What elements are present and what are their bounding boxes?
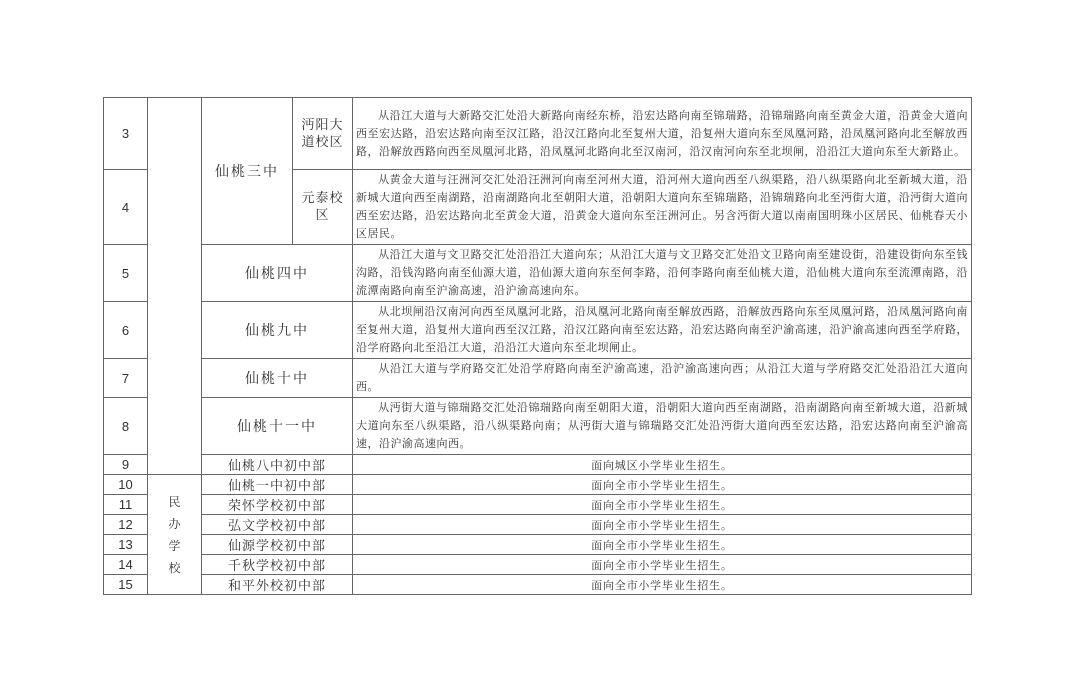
row-number: 9 — [104, 455, 148, 475]
row-number: 7 — [104, 359, 148, 398]
category-label: 民办学校 — [168, 494, 181, 575]
row-number: 14 — [104, 555, 148, 575]
district-description: 从沿江大道与大新路交汇处沿大新路向南经东桥，沿宏达路向南至锦瑞路，沿锦瑞路向南至黄金大道，沿黄金大道向西至宏达路，沿宏达路向南至汉江路，沿汉江路向北至复州大道，沿复州大道向东至凤凰河路，沿凤凰河路向北至解放西路，沿解放西路向西至凤凰河北路，沿凤凰河北路向北至汉南河，沿汉南河向东至北坝闸，沿沿江大道向东至大新路止。 — [353, 98, 972, 170]
school-name: 仙桃八中初中部 — [202, 455, 353, 475]
category-cell-public — [148, 98, 202, 475]
school-name: 荣怀学校初中部 — [202, 495, 353, 515]
row-number: 11 — [104, 495, 148, 515]
row-number: 5 — [104, 245, 148, 302]
school-name: 仙桃三中 — [202, 98, 293, 245]
campus-name: 沔阳大道校区 — [293, 98, 353, 170]
table-row — [104, 359, 972, 398]
table-row — [104, 535, 972, 555]
row-number: 4 — [104, 170, 148, 245]
table-row — [104, 555, 972, 575]
district-description: 面向城区小学毕业生招生。 — [353, 455, 972, 475]
school-name: 仙桃四中 — [202, 245, 353, 302]
row-number: 6 — [104, 302, 148, 359]
table-row — [104, 495, 972, 515]
district-description: 面向全市小学毕业生招生。 — [353, 555, 972, 575]
district-description: 从黄金大道与汪洲河交汇处沿汪洲河向南至河州大道，沿河州大道向西至八纵渠路，沿八纵渠路向北至新城大道，沿新城大道向西至南湖路，沿南湖路向北至朝阳大道，沿朝阳大道向东至锦瑞路，沿锦瑞路向北至沔街大道，沿沔街大道向西至宏达路，沿宏达路向北至黄金大道，沿黄金大道向东至汪洲河止。另含沔街大道以南南国明珠小区居民、仙桃春天小区居民。 — [353, 170, 972, 245]
campus-name: 元泰校区 — [293, 170, 353, 245]
district-description: 从北坝闸沿汉南河向西至凤凰河北路，沿凤凰河北路向南至解放西路，沿解放西路向东至凤凰河路，沿凤凰河路向南至复州大道，沿复州大道向西至汉江路，沿汉江路向南至宏达路，沿宏达路向南至沪渝高速，沿沪渝高速向西至学府路，沿学府路向北至沿江大道，沿沿江大道向东至北坝闸止。 — [353, 302, 972, 359]
district-description: 从沿江大道与文卫路交汇处沿沿江大道向东；从沿江大道与文卫路交汇处沿文卫路向南至建设街，沿建设街向东至钱沟路，沿钱沟路向南至仙源大道，沿仙源大道向东至何李路，沿何李路向南至仙桃大道，沿仙桃大道向东至流潭南路，沿流潭南路向南至沪渝高速，沿沪渝高速向东。 — [353, 245, 972, 302]
table-row — [104, 302, 972, 359]
district-description: 面向全市小学毕业生招生。 — [353, 515, 972, 535]
school-name: 仙源学校初中部 — [202, 535, 353, 555]
school-name: 仙桃一中初中部 — [202, 475, 353, 495]
table-row — [104, 515, 972, 535]
row-number: 13 — [104, 535, 148, 555]
school-district-table — [103, 97, 972, 595]
table-row — [104, 398, 972, 455]
district-description: 面向全市小学毕业生招生。 — [353, 535, 972, 555]
category-private — [148, 475, 202, 595]
district-description: 面向全市小学毕业生招生。 — [353, 575, 972, 595]
district-description: 面向全市小学毕业生招生。 — [353, 475, 972, 495]
school-name: 弘文学校初中部 — [202, 515, 353, 535]
table-row — [104, 455, 972, 475]
school-name: 和平外校初中部 — [202, 575, 353, 595]
district-description: 面向全市小学毕业生招生。 — [353, 495, 972, 515]
school-name: 仙桃九中 — [202, 302, 353, 359]
row-number: 10 — [104, 475, 148, 495]
district-description: 从沿江大道与学府路交汇处沿学府路向南至沪渝高速，沿沪渝高速向西；从沿江大道与学府路交汇处沿沿江大道向西。 — [353, 359, 972, 398]
table-row — [104, 475, 972, 495]
row-number: 12 — [104, 515, 148, 535]
table-row — [104, 245, 972, 302]
row-number: 3 — [104, 98, 148, 170]
school-name: 千秋学校初中部 — [202, 555, 353, 575]
row-number: 8 — [104, 398, 148, 455]
school-name: 仙桃十一中 — [202, 398, 353, 455]
school-name: 仙桃十中 — [202, 359, 353, 398]
row-number: 15 — [104, 575, 148, 595]
district-description: 从沔街大道与锦瑞路交汇处沿锦瑞路向南至朝阳大道，沿朝阳大道向西至南湖路，沿南湖路向南至新城大道，沿新城大道向东至八纵渠路，沿八纵渠路向南；从沔街大道与锦瑞路交汇处沿沔街大道向西至宏达路，沿宏达路向南至沪渝高速，沿沪渝高速向西。 — [353, 398, 972, 455]
table-row — [104, 575, 972, 595]
table-row — [104, 98, 972, 170]
